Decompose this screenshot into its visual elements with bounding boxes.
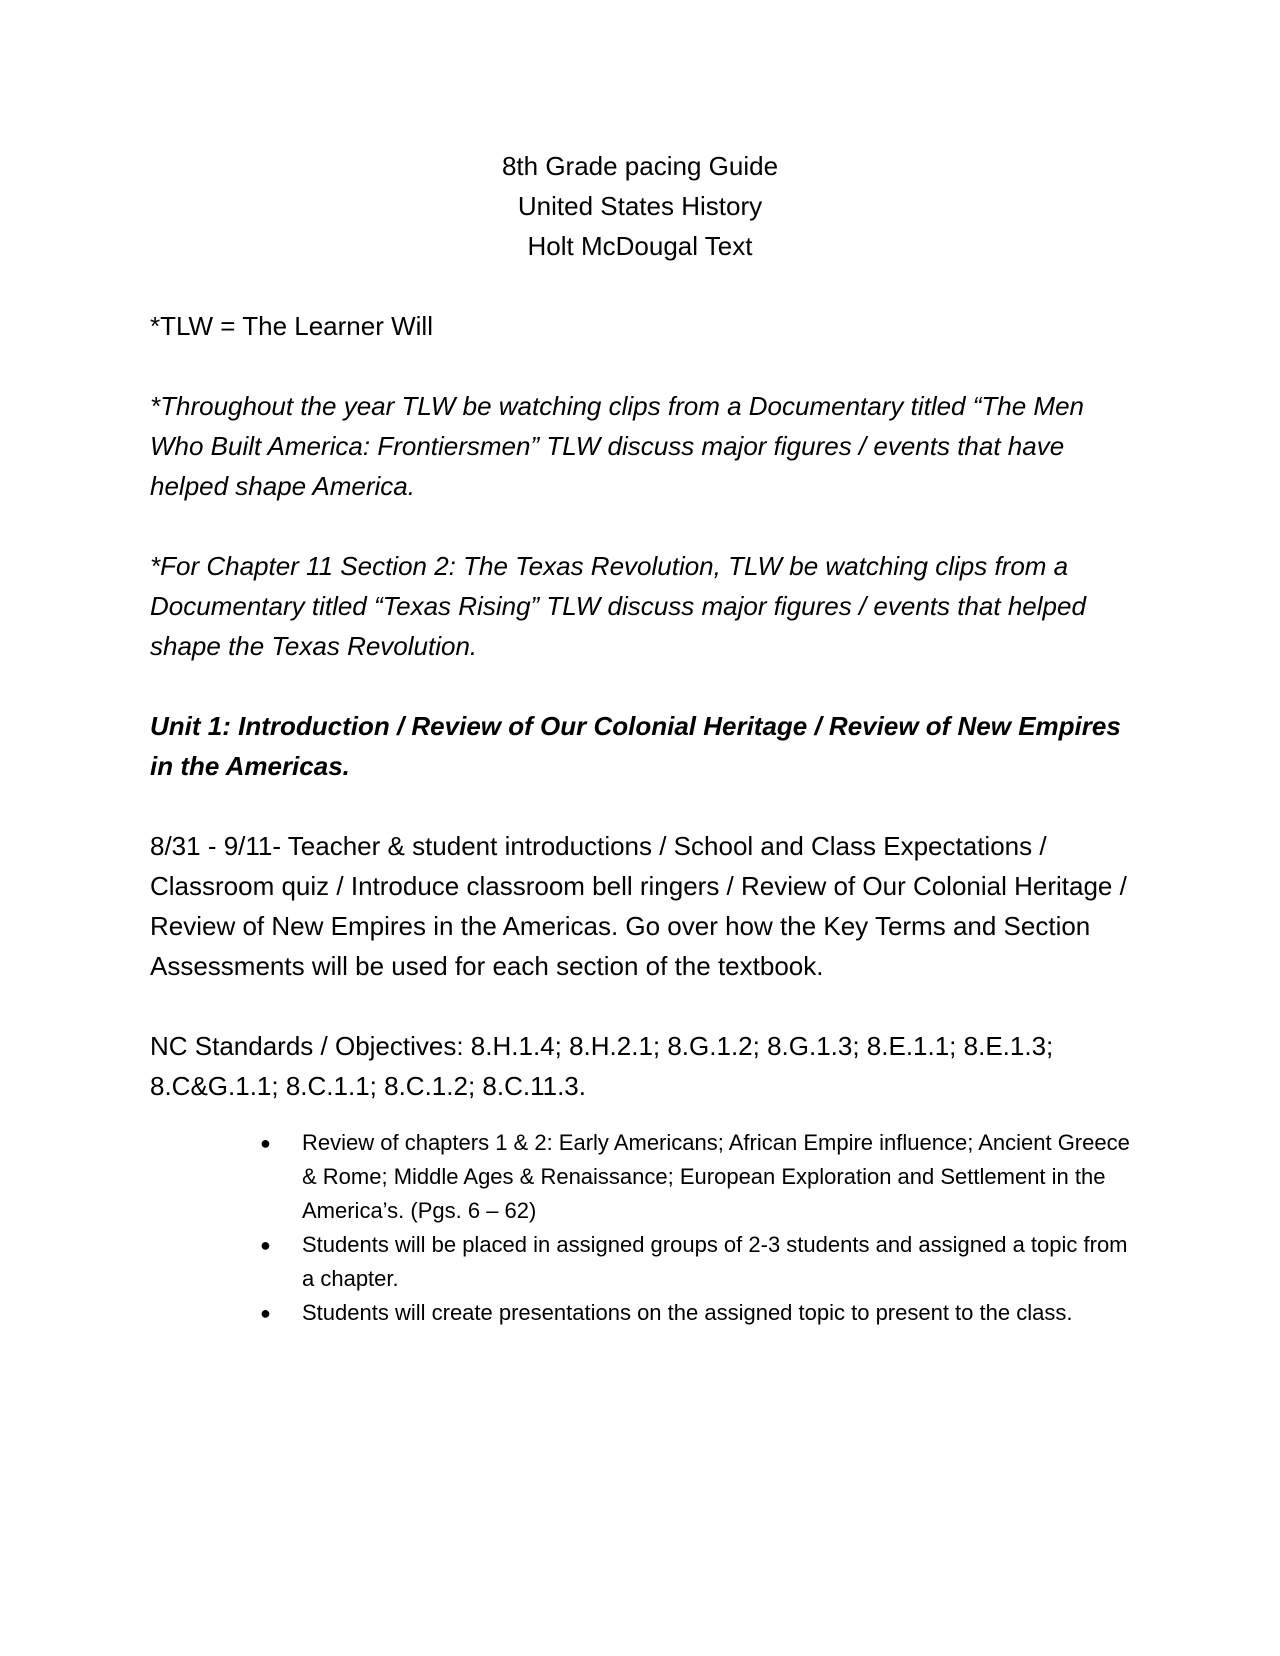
tlw-definition: *TLW = The Learner Will xyxy=(150,311,433,341)
bullet-icon: ● xyxy=(260,1235,271,1255)
list-item xyxy=(260,1228,1130,1296)
bullet-icon: ● xyxy=(260,1133,271,1153)
list-item xyxy=(260,1126,1130,1228)
activity-list xyxy=(260,1126,1130,1330)
documentary-note-frontiersmen: *Throughout the year TLW be watching clips from a Documentary titled “The Men Who Built America: Frontiersmen” TLW discuss major figures / events that have helped shape America. xyxy=(150,391,1085,501)
document-title xyxy=(150,146,1130,266)
title-line-textbook: Holt McDougal Text xyxy=(527,231,753,261)
list-item xyxy=(260,1296,1130,1330)
schedule-paragraph: 8/31 - 9/11- Teacher & student introductions / School and Class Expectations / Classroom quiz / Introduce classroom bell ringers / Review of Our Colonial Heritage / Review of New Empires in the Americas. Go over how the Key Terms and Section Assessments will be used for each section of the textbook. xyxy=(150,831,1127,981)
documentary-note-texas-rising: *For Chapter 11 Section 2: The Texas Revolution, TLW be watching clips from a Documentary titled “Texas Rising” TLW discuss major figures / events that helped shape the Texas Revolution. xyxy=(150,551,1086,661)
title-line-grade: 8th Grade pacing Guide xyxy=(501,151,779,181)
list-item-text: Review of chapters 1 & 2: Early Americans; African Empire influence; Ancient Greece & Rome; Middle Ages & Renaissance; European Exploration and Settlement in the America’s. (Pgs. 6 – 62) xyxy=(302,1130,1130,1223)
unit-heading: Unit 1: Introduction / Review of Our Colonial Heritage / Review of New Empires in the Americas. xyxy=(150,711,1121,781)
title-line-subject: United States History xyxy=(517,191,763,221)
nc-standards: NC Standards / Objectives: 8.H.1.4; 8.H.2.1; 8.G.1.2; 8.G.1.3; 8.E.1.1; 8.E.1.3; 8.C&G.1.1; 8.C.1.1; 8.C.1.2; 8.C.11.3. xyxy=(150,1031,1054,1101)
bullet-icon: ● xyxy=(260,1303,271,1323)
list-item-text: Students will be placed in assigned groups of 2-3 students and assigned a topic from a chapter. xyxy=(302,1232,1128,1291)
document-content xyxy=(150,146,1130,1325)
list-item-text: Students will create presentations on the assigned topic to present to the class. xyxy=(302,1300,1073,1325)
